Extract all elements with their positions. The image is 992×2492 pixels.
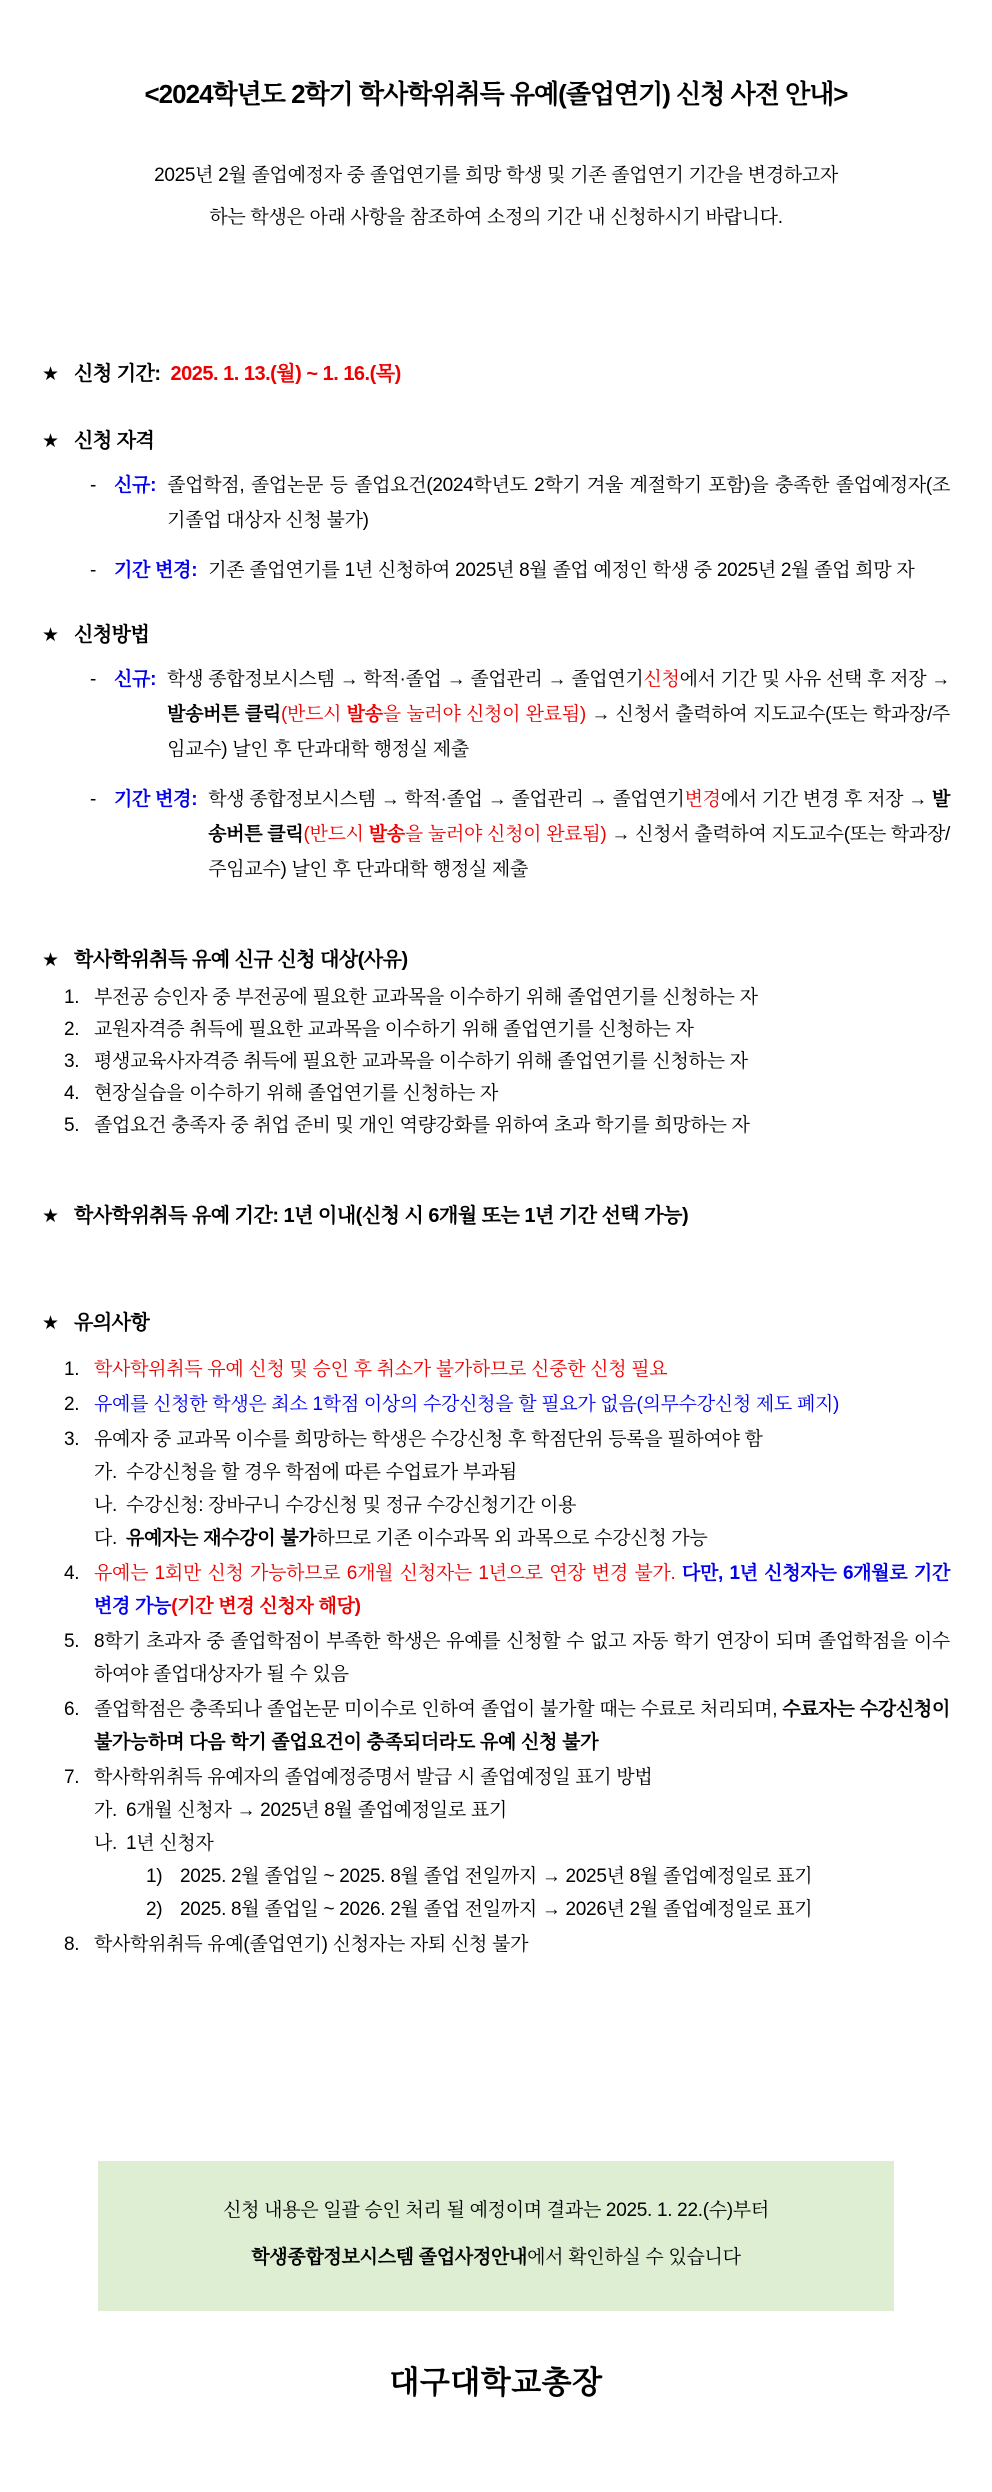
note-item-body (94, 1557, 950, 1623)
target-item-number: 3. (64, 1051, 80, 1072)
section-application-period (42, 357, 950, 386)
section-notes (42, 1306, 950, 1961)
text-segment: 변경 (684, 789, 721, 810)
method-item-body (208, 782, 950, 887)
target-item-body (94, 1078, 950, 1109)
target-item-body (94, 1014, 950, 1045)
duration-text: 학사학위취득 유예 기간: 1년 이내(신청 시 6개월 또는 1년 기간 선택 가능) (74, 1205, 689, 1227)
text-segment: 을 눌러야 신청이 완료됨) (382, 704, 586, 725)
note-item-body (94, 1625, 950, 1691)
method-item (90, 782, 950, 887)
text-segment: (반드시 (280, 704, 347, 725)
note-item-number: 7. (64, 1767, 80, 1788)
star-icon: ★ (42, 1206, 59, 1227)
note-item-number: 3. (64, 1429, 80, 1450)
note-item-number: 8. (64, 1934, 80, 1955)
result-notice-box (98, 2161, 894, 2311)
target-item-body (94, 1046, 950, 1077)
text-segment: 발송 (346, 704, 383, 725)
text-segment: 부전공 승인자 중 부전공에 필요한 교과목을 이수하기 위해 졸업연기를 신청하는 자 (94, 987, 758, 1008)
note-item-text (94, 1693, 950, 1759)
star-icon: ★ (42, 364, 59, 385)
method-header (42, 618, 950, 647)
method-item-label: 신규: (114, 669, 157, 690)
text-segment: 졸업요건 충족자 중 취업 준비 및 개인 역량강화를 위하여 초과 학기를 희망하는 자 (94, 1115, 750, 1136)
subitem-marker: 2) (146, 1899, 163, 1920)
page-title: <2024학년도 2학기 학사학위취득 유예(졸업연기) 신청 사전 안내> (144, 79, 848, 109)
note-item (64, 1693, 950, 1759)
note-subitem (146, 1860, 950, 1893)
star-icon: ★ (42, 625, 59, 646)
issuer-signature: 대구대학교총장 (389, 2365, 603, 2400)
text-segment: 학생 종합정보시스템 → 학적·졸업 → 졸업관리 → 졸업연기 (167, 669, 644, 690)
target-item (64, 1046, 950, 1077)
subitem-body (126, 1522, 950, 1555)
star-icon: ★ (42, 431, 59, 452)
target-item (64, 1110, 950, 1141)
subitem-marker: 가. (94, 1462, 118, 1483)
subitem-body (126, 1827, 950, 1926)
text-segment: 에서 기간 변경 후 저장 → (720, 789, 932, 810)
section-qualification (42, 424, 950, 588)
target-items (42, 982, 950, 1141)
note-item (64, 1423, 950, 1555)
text-segment: 현장실습을 이수하기 위해 졸업연기를 신청하는 자 (94, 1083, 499, 1104)
note-item (64, 1557, 950, 1623)
period-label: 신청 기간: (74, 363, 161, 385)
text-segment: 평생교육사자격증 취득에 필요한 교과목을 이수하기 위해 졸업연기를 신청하는 자 (94, 1051, 748, 1072)
text-segment: 유예를 신청한 학생은 최소 1학점 이상의 수강신청을 할 필요가 없음(의무수강신청 제도 폐지) (94, 1394, 840, 1415)
note-items (42, 1353, 950, 1961)
text-segment: 기존 졸업연기를 1년 신청하여 2025년 8월 졸업 예정인 학생 중 2025년 2월 졸업 희망 자 (208, 560, 915, 581)
subitem-body (180, 1893, 950, 1926)
intro-paragraph (42, 155, 950, 239)
note-subitem (146, 1893, 950, 1926)
target-item-number: 2. (64, 1019, 80, 1040)
text-segment: 발송버튼 클릭 (167, 704, 281, 725)
note-item-number: 6. (64, 1699, 80, 1720)
notes-header-label: 유의사항 (74, 1312, 150, 1334)
text-segment: 1년 신청자 (126, 1833, 214, 1854)
note-item-text (94, 1423, 950, 1456)
note-item-text (94, 1761, 950, 1794)
subitem-marker: 나. (94, 1495, 118, 1516)
method-items (42, 662, 950, 887)
qualification-items (42, 468, 950, 588)
target-item (64, 1014, 950, 1045)
note-item-number: 4. (64, 1563, 80, 1584)
text-segment: 8학기 초과자 중 졸업학점이 부족한 학생은 유예를 신청할 수 없고 자동 학기 연장이 되며 졸업학점을 이수하여야 졸업대상자가 될 수 있음 (94, 1631, 950, 1685)
text-segment: → 신청서 출력하여 지도교수(또는 학과장/주임교수) 날인 후 단과대학 행정실 제출 (208, 824, 951, 880)
target-item-text (94, 982, 950, 1013)
target-item-number: 4. (64, 1083, 80, 1104)
target-item (64, 982, 950, 1013)
subitem-marker: 나. (94, 1833, 118, 1854)
target-item-text (94, 1078, 950, 1109)
method-item-label: 기간 변경: (114, 789, 198, 810)
text-segment: (반드시 (303, 824, 369, 845)
text-segment: 하므로 기존 이수과목 외 과목으로 수강신청 가능 (316, 1528, 708, 1549)
note-item-number: 2. (64, 1394, 80, 1415)
note-item (64, 1353, 950, 1386)
subitem-marker: 다. (94, 1528, 118, 1549)
target-item-text (94, 1014, 950, 1045)
period-value: 2025. 1. 13.(월) ~ 1. 16.(목) (170, 363, 401, 385)
note-item (64, 1388, 950, 1421)
note-item-number: 5. (64, 1631, 80, 1652)
target-item-text (94, 1110, 950, 1141)
note-item-text (94, 1388, 950, 1421)
dash-marker: - (90, 789, 97, 810)
qualification-item-label: 기간 변경: (114, 560, 198, 581)
text-segment: → 신청서 출력하여 지도교수(또는 학과장/주임교수) 날인 후 단과대학 행정실 제출 (167, 704, 950, 760)
text-segment: 신청 내용은 일괄 승인 처리 될 예정이며 결과는 2025. 1. 22.(수)부터 (223, 2200, 769, 2221)
text-segment: 다만, 1년 신청자는 6개월로 기간 변경 가능 (94, 1563, 950, 1617)
text-segment: 학생 종합정보시스템 → 학적·졸업 → 졸업관리 → 졸업연기 (208, 789, 685, 810)
text-segment: (기간 변경 신청자 해당) (171, 1596, 361, 1617)
note-item-text (94, 1353, 950, 1386)
subitem-body (126, 1794, 950, 1827)
text-segment: 수강신청을 할 경우 학점에 따른 수업료가 부과됨 (126, 1462, 517, 1483)
intro-line: 하는 학생은 아래 사항을 참조하여 소정의 기간 내 신청하시기 바랍니다. (209, 207, 783, 228)
target-item-text (94, 1046, 950, 1077)
note-subitem (94, 1522, 950, 1555)
text-segment: 학사학위취득 유예자의 졸업예정증명서 발급 시 졸업예정일 표기 방법 (94, 1767, 653, 1788)
text-segment: 6개월 신청자 → 2025년 8월 졸업예정일로 표기 (126, 1800, 507, 1821)
qualification-item-body (208, 553, 950, 588)
dash-marker: - (90, 475, 97, 496)
text-segment: 졸업학점, 졸업논문 등 졸업요건(2024학년도 2학기 겨울 계절학기 포함)을 충족한 졸업예정자(조기졸업 대상자 신청 불가) (167, 475, 950, 531)
note-item-body (94, 1388, 950, 1421)
note-subitem (94, 1794, 950, 1827)
qualification-header-label: 신청 자격 (74, 430, 155, 452)
section-method (42, 618, 950, 887)
note-subitem (94, 1456, 950, 1489)
dash-marker: - (90, 669, 97, 690)
star-icon: ★ (42, 950, 59, 971)
target-item (64, 1078, 950, 1109)
note-item (64, 1625, 950, 1691)
note-item-body (94, 1693, 950, 1759)
text-segment: 유예는 1회만 신청 가능하므로 6개월 신청자는 1년으로 연장 변경 불가. (94, 1563, 682, 1584)
note-item (64, 1761, 950, 1926)
note-item-text (94, 1625, 950, 1691)
qualification-header (42, 424, 950, 453)
qualification-item-label: 신규: (114, 475, 157, 496)
text-segment: 학사학위취득 유예 신청 및 승인 후 취소가 불가하므로 신중한 신청 필요 (94, 1359, 668, 1380)
subitem-marker: 1) (146, 1866, 163, 1887)
qualification-item (90, 553, 950, 588)
targets-header-label: 학사학위취득 유예 신규 신청 대상(사유) (74, 949, 408, 971)
note-item-body (94, 1761, 950, 1926)
text-segment: 신청 (643, 669, 680, 690)
subitem-marker: 가. (94, 1800, 118, 1821)
text-segment: 유예자 중 교과목 이수를 희망하는 학생은 수강신청 후 학점단위 등록을 필하여야 함 (94, 1429, 763, 1450)
method-item-body (167, 662, 950, 767)
note-item-text (94, 1557, 950, 1623)
text-segment: 2025. 8월 졸업일 ~ 2026. 2월 졸업 전일까지 → 2026년 2월 졸업예정일로 표기 (180, 1899, 813, 1920)
note-item-text (94, 1928, 950, 1961)
text-segment: 유예자는 재수강이 불가 (126, 1528, 317, 1549)
target-item-number: 5. (64, 1115, 80, 1136)
text-segment: 발송 (368, 824, 405, 845)
result-line (110, 2234, 882, 2281)
text-segment: 에서 기간 및 사유 선택 후 저장 → (679, 669, 950, 690)
text-segment: 학생종합정보시스템 졸업사정안내 (251, 2247, 528, 2268)
method-header-label: 신청방법 (74, 624, 150, 646)
text-segment: 수강신청: 장바구니 수강신청 및 정규 수강신청기간 이용 (126, 1495, 577, 1516)
qualification-item (90, 468, 950, 538)
dash-marker: - (90, 560, 97, 581)
section-duration (42, 1199, 950, 1228)
subitem-body (126, 1489, 950, 1522)
qualification-item-body (167, 468, 950, 538)
text-segment: 발송버튼 클릭 (208, 789, 950, 845)
intro-line: 2025년 2월 졸업예정자 중 졸업연기를 희망 학생 및 기존 졸업연기 기간을 변경하고자 (154, 165, 838, 186)
text-segment: 교원자격증 취득에 필요한 교과목을 이수하기 위해 졸업연기를 신청하는 자 (94, 1019, 694, 1040)
subitem-body (180, 1860, 950, 1893)
result-line (110, 2187, 882, 2234)
note-subitem (94, 1827, 950, 1926)
star-icon: ★ (42, 1313, 59, 1334)
note-item-body (94, 1928, 950, 1961)
text-segment: 2025. 2월 졸업일 ~ 2025. 8월 졸업 전일까지 → 2025년 8월 졸업예정일로 표기 (180, 1866, 813, 1887)
subitem-body (126, 1456, 950, 1489)
text-segment: 에서 확인하실 수 있습니다 (527, 2247, 741, 2268)
text-segment: 졸업학점은 충족되나 졸업논문 미이수로 인하여 졸업이 불가할 때는 수료로 처리되며, (94, 1699, 783, 1720)
note-item-body (94, 1423, 950, 1555)
targets-header (42, 943, 950, 972)
target-item-body (94, 982, 950, 1013)
note-subitem (94, 1489, 950, 1522)
target-item-number: 1. (64, 987, 80, 1008)
target-item-body (94, 1110, 950, 1141)
note-item (64, 1928, 950, 1961)
note-item-number: 1. (64, 1359, 80, 1380)
text-segment: 수료자는 수강신청이 불가능하며 다음 학기 졸업요건이 충족되더라도 유예 신청 불가 (94, 1699, 950, 1753)
note-item-body (94, 1353, 950, 1386)
notes-header (42, 1306, 950, 1335)
text-segment: 학사학위취득 유예(졸업연기) 신청자는 자퇴 신청 불가 (94, 1934, 529, 1955)
section-targets (42, 943, 950, 1141)
text-segment: 을 눌러야 신청이 완료됨) (404, 824, 607, 845)
method-item (90, 662, 950, 767)
